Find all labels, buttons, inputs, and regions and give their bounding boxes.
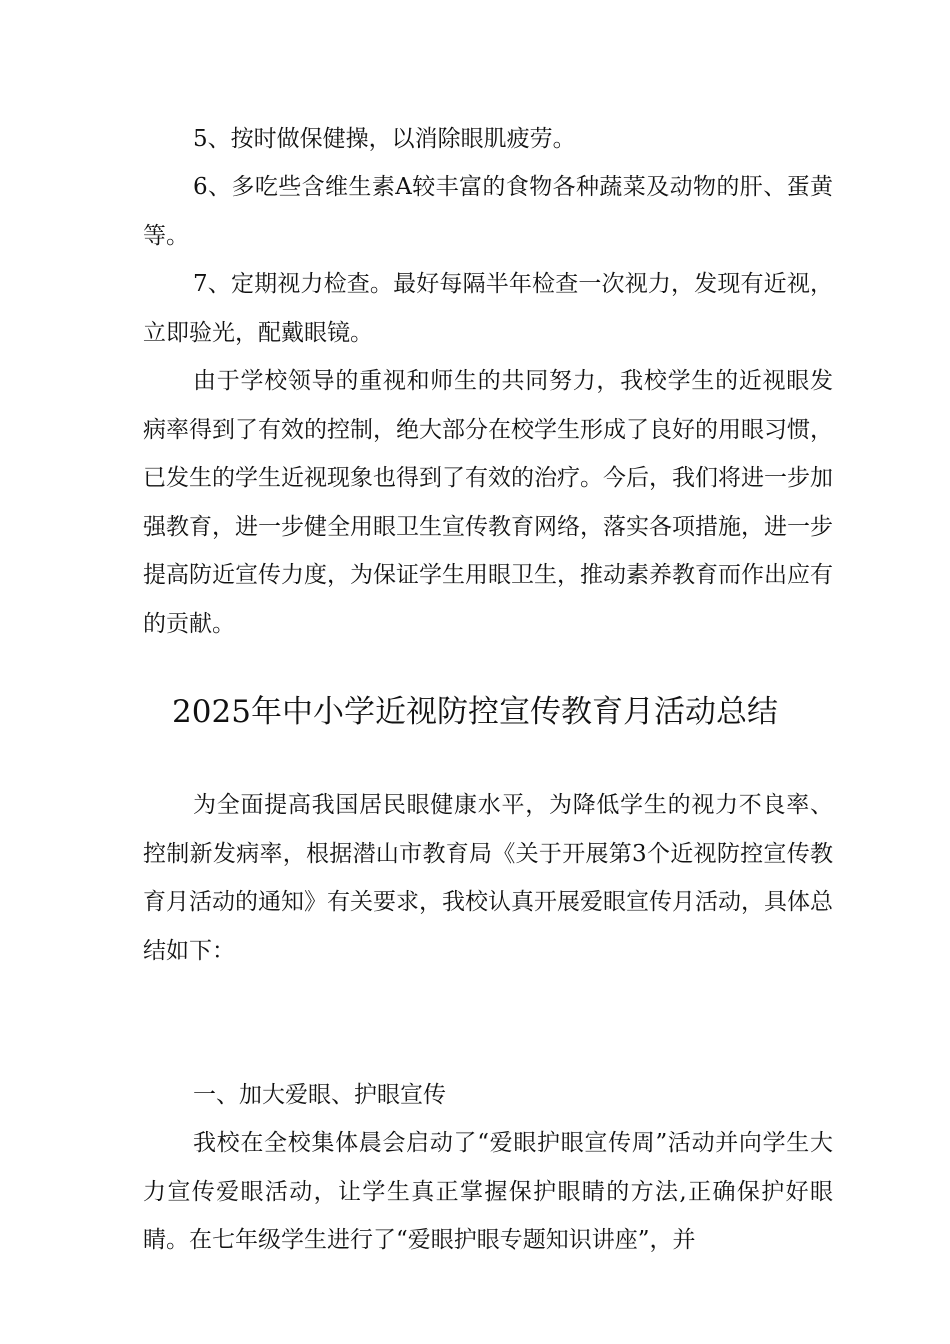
list-item-5: 5、按时做保健操，以消除眼肌疲劳。 xyxy=(193,126,576,152)
list-item-6: 6、多吃些含维生素A较丰富的食物各种蔬菜及动物的肝、蛋黄等。 xyxy=(143,174,833,249)
section-body: 我校在全校集体晨会启动了“爱眼护眼宣传周”活动并向学生大力宣传爱眼活动，让学生真正掌握保护眼睛的方法,正确保护好眼睛。在七年级学生进行了“爱眼护眼专题知识讲座”，并 xyxy=(143,1130,833,1253)
conclusion-paragraph: 由于学校领导的重视和师生的共同努力，我校学生的近视眼发病率得到了有效的控制，绝大部分在校学生形成了良好的用眼习惯，已发生的学生近视现象也得到了有效的治疗。今后，我们将进一步加强教育，进一步健全用眼卫生宣传教育网络，落实各项措施，进一步提高防近宣传力度，为保证学生用眼卫生，推动素养教育而作出应有的贡献。 xyxy=(143,368,833,637)
intro-paragraph: 为全面提高我国居民眼健康水平，为降低学生的视力不良率、控制新发病率，根据潜山市教育局《关于开展第3个近视防控宣传教育月活动的通知》有关要求，我校认真开展爱眼宣传月活动，具体总结如下： xyxy=(143,792,833,964)
document-title: 2025年中小学近视防控宣传教育月活动总结 xyxy=(172,694,778,730)
list-item-7: 7、定期视力检查。最好每隔半年检查一次视力，发现有近视，立即验光，配戴眼镜。 xyxy=(143,271,833,346)
section-heading: 一、加大爱眼、护眼宣传 xyxy=(193,1082,446,1108)
